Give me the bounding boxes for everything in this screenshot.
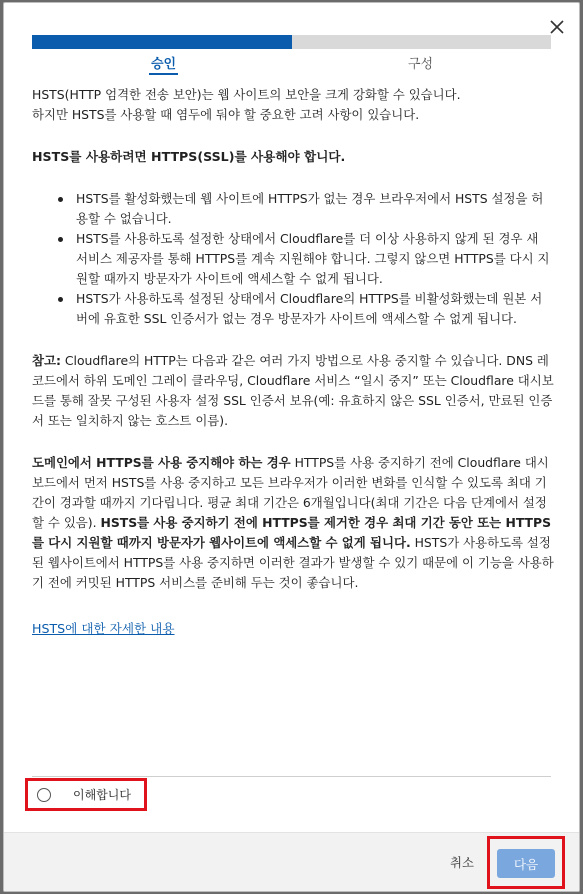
learn-more-link[interactable]: HSTS에 대한 자세한 내용: [32, 621, 175, 636]
next-button-highlight: [487, 836, 565, 889]
close-icon[interactable]: [547, 17, 567, 37]
step-configure: 구성: [408, 57, 434, 72]
hsts-dialog: [3, 2, 580, 892]
divider: [32, 776, 551, 777]
step-tabs: [32, 53, 551, 75]
cancel-button[interactable]: 취소: [450, 855, 474, 870]
intro-paragraph: [32, 85, 554, 125]
step-acknowledge: 승인: [149, 53, 178, 75]
requirement-heading: HSTS를 사용하려면 HTTPS(SSL)를 사용해야 합니다.: [32, 149, 346, 164]
dialog-body: [32, 85, 554, 639]
disable-text-2: HSTS가 사용하도록 설정된 웹사이트에서 HTTPS를 사용 중지하면 이러한 결과가 발생할 수 있기 때문에 이 기능을 사용하기 전에 커밋된 HTTPS 서비스를 준비해 두는 것이 좋습니다.: [32, 535, 554, 590]
next-button[interactable]: 다음: [497, 849, 555, 878]
consideration-list: [58, 189, 554, 329]
intro-line: 하지만 HSTS를 사용할 때 염두에 둬야 할 중요한 고려 사항이 있습니다.: [32, 107, 420, 122]
disable-lead: 도메인에서 HTTPS를 사용 중지해야 하는 경우: [32, 455, 291, 470]
intro-line: HSTS(HTTP 엄격한 전송 보안)는 웹 사이트의 보안을 크게 강화할 수 있습니다.: [32, 87, 461, 102]
note-label: 참고:: [32, 353, 61, 368]
disable-paragraph: [32, 453, 554, 593]
progress-bar-fill: [32, 35, 292, 49]
note-text: Cloudflare의 HTTP는 다음과 같은 여러 가지 방법으로 사용 중지할 수 있습니다. DNS 레코드에서 하위 도메인 그레이 클라우딩, Cloudflare 서비스 “일시 중지” 또는 Cloudflare 대시보드를 통해 잘못 구성된 사용자 설정 SSL 인증서 보유(예: 유효하지 않은 SSL 인증서, 만료된 인증서 또는 일치하지 않는 호스트 이름).: [32, 353, 554, 428]
note-paragraph: [32, 351, 554, 431]
dialog-footer: [4, 832, 579, 891]
acknowledge-label: 이해합니다: [73, 788, 131, 802]
disable-text: HTTPS를 사용 중지하기 전에 Cloudflare 대시보드에서 먼저 HSTS를 사용 중지하고 모든 브라우저가 이러한 변화를 인식할 수 있도록 최대 기간이 경과할 때까지 기다립니다. 평균 최대 기간은 6개월입니다(최대 기간은 다음 단계에서 설정할 수 있음).: [32, 455, 549, 530]
list-item: HSTS를 사용하도록 설정한 상태에서 Cloudflare를 더 이상 사용하지 않게 된 경우 새 서비스 제공자를 통해 HTTPS를 계속 지원해야 합니다. 그렇지 않으면 HTTPS를 다시 지원할 때까지 방문자가 사이트에 액세스할 수 없게 됩니다.: [58, 229, 554, 289]
list-item: HSTS를 활성화했는데 웹 사이트에 HTTPS가 없는 경우 브라우저에서 HSTS 설정을 허용할 수 없습니다.: [58, 189, 554, 229]
list-item: HSTS가 사용하도록 설정된 상태에서 Cloudflare의 HTTPS를 비활성화했는데 원본 서버에 유효한 SSL 인증서가 없는 경우 방문자가 사이트에 액세스할 수 없게 됩니다.: [58, 289, 554, 329]
acknowledge-row[interactable]: [25, 778, 147, 811]
progress-bar: [32, 35, 551, 49]
disable-warning: HSTS를 사용 중지하기 전에 HTTPS를 제거한 경우 최대 기간 동안 또는 HTTPS를 다시 지원할 때까지 방문자가 웹사이트에 액세스할 수 없게 됩니다.: [32, 515, 552, 550]
acknowledge-checkbox[interactable]: [37, 788, 51, 802]
